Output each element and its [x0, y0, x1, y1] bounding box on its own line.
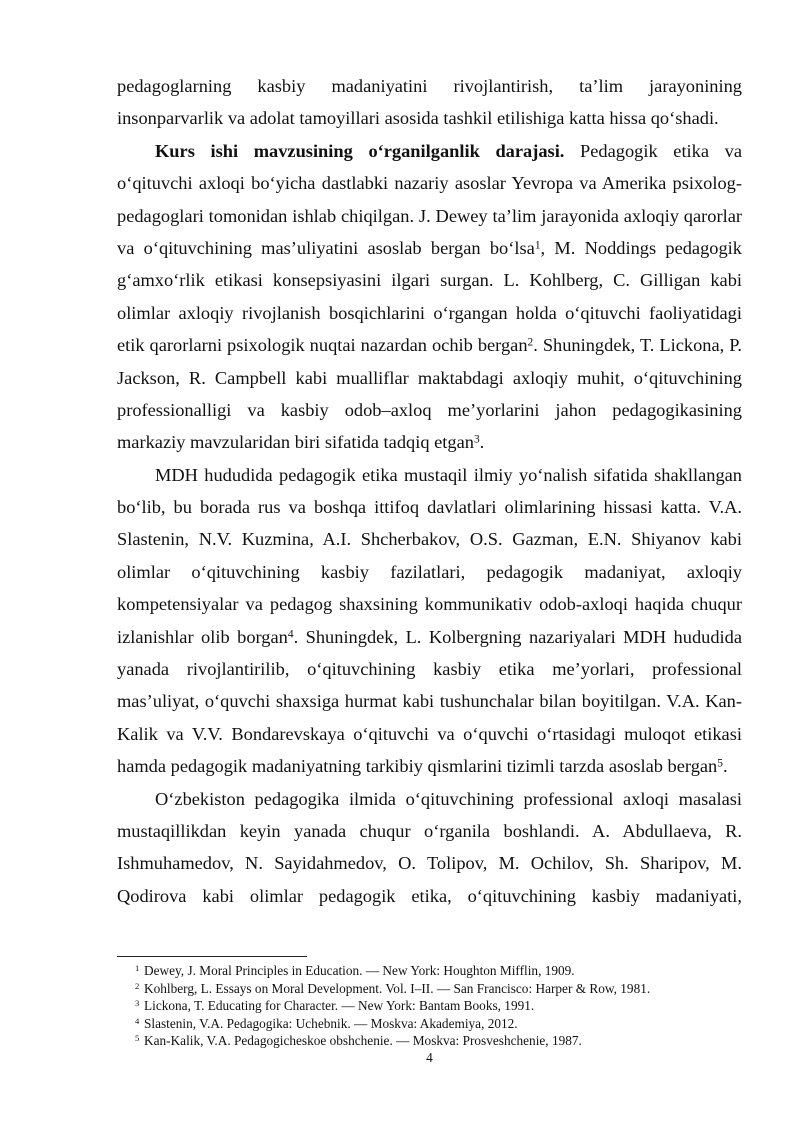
text-line: insonparvarlik va adolat tamoyillari asosida tashkil etilishiga katta hissa qo‘shadi.: [117, 108, 719, 129]
footnote-separator: [117, 956, 307, 957]
body-text: [117, 70, 742, 912]
text-segment: va o‘qituvchining mas’uliyatini asoslab bergan bo‘lsa: [117, 237, 535, 258]
footnote-ref: 5: [717, 757, 723, 770]
footnote-text: Slastenin, V.A. Pedagogika: Uchebnik. — Moskva: Akademiya, 2012.: [144, 1015, 518, 1031]
text-line: o‘qituvchi axloqi bo‘yicha dastlabki nazariy asoslar Yevropa va Amerika psixolog-: [117, 173, 742, 194]
paragraph: [117, 70, 742, 135]
text-line: Kalik va V.V. Bondarevskaya o‘qituvchi va o‘quvchi o‘rtasidagi muloqot etikasi: [117, 723, 742, 744]
text-line: O‘zbekiston pedagogika ilmida o‘qituvchining professional axloqi masalasi: [155, 788, 742, 809]
text-segment: markaziy mavzularidan biri sifatida tadqiq etgan: [117, 432, 474, 453]
text-line: yanada rivojlantirilib, o‘qituvchining kasbiy etika me’yorlari, professional: [117, 659, 742, 680]
text-line: olimlar axloqiy rivojlanish bosqichlarini o‘rgangan holda o‘qituvchi faoliyatidagi: [117, 302, 742, 323]
section-heading-inline: Kurs ishi mavzusining o‘rganilganlik darajasi.: [155, 140, 565, 161]
text-line: [117, 621, 742, 653]
text-line: olimlar o‘qituvchining kasbiy fazilatlari, pedagogik madaniyat, axloqiy: [117, 561, 742, 582]
text-line: mustaqillikdan keyin yanada chuqur o‘rganila boshlandi. A. Abdullaeva, R.: [117, 820, 742, 841]
text-line: g‘amxo‘rlik etikasi konsepsiyasini ilgari surgan. L. Kohlberg, C. Gilligan kabi: [117, 270, 742, 291]
text-segment: hamda pedagogik madaniyatning tarkibiy qismlarini tizimli tarzda asoslab bergan: [117, 756, 718, 777]
footnote: 3 Lickona, T. Educating for Character. — New York: Bantam Books, 1991.: [135, 998, 535, 1013]
text-line: kompetensiyalar va pedagog shaxsining kommunikativ odob-axloqi haqida chuqur: [117, 594, 742, 615]
footnote: 2 Kohlberg, L. Essays on Moral Development. Vol. I–II. — San Francisco: Harper & Row, 1981.: [135, 980, 651, 996]
text-line: Jackson, R. Campbell kabi mualliflar maktabdagi axloqiy muhit, o‘qituvchining: [117, 367, 742, 388]
text-line: [117, 750, 742, 782]
text-line: [117, 232, 742, 264]
footnote-text: Kan-Kalik, V.A. Pedagogicheskoe obshchenie. — Moskva: Prosveshchenie, 1987.: [144, 1033, 582, 1048]
text-line: [117, 329, 742, 361]
paragraph: [117, 135, 742, 459]
footnote-ref: 1: [534, 239, 541, 252]
footnote: 4 Slastenin, V.A. Pedagogika: Uchebnik. — Moskva: Akademiya, 2012.: [135, 1015, 518, 1031]
footnote-text: Kohlberg, L. Essays on Moral Development. Vol. I–II. — San Francisco: Harper & Row, 1981.: [144, 980, 651, 996]
footnote-text: Dewey, J. Moral Principles in Education. — New York: Houghton Mifflin, 1909.: [144, 963, 575, 978]
text-line: [117, 426, 742, 458]
text-line: MDH hududida pedagogik etika mustaqil ilmiy yo‘nalish sifatida shakllangan: [155, 464, 742, 485]
text-segment: . Shuningdek, T. Lickona, P.: [533, 335, 742, 356]
paragraph: [117, 459, 742, 783]
text-line: [117, 135, 742, 167]
text-line: Ishmuhamedov, N. Sayidahmedov, O. Tolipov, M. Ochilov, Sh. Sharipov, M.: [117, 853, 742, 874]
text-segment: , M. Noddings pedagogik: [540, 237, 742, 258]
footnote-ref: 2: [527, 336, 534, 349]
text-segment: .: [722, 756, 728, 777]
footnote-text: Lickona, T. Educating for Character. — New York: Bantam Books, 1991.: [144, 998, 535, 1013]
paragraph: [117, 783, 742, 913]
text-segment: izlanishlar olib borgan: [117, 626, 288, 647]
text-segment: Pedagogik etika va: [564, 140, 742, 161]
text-line: Slastenin, N.V. Kuzmina, A.I. Shcherbakov, O.S. Gazman, E.N. Shiyanov kabi: [117, 529, 742, 550]
text-line: professionalligi va kasbiy odob–axloq me’yorlarini jahon pedagogikasining: [117, 399, 742, 420]
text-line: Qodirova kabi olimlar pedagogik etika, o‘qituvchining kasbiy madaniyati,: [117, 885, 742, 906]
footnote-ref: 3: [473, 433, 480, 446]
text-line: mas’uliyat, o‘quvchi shaxsiga hurmat kabi tushunchalar bilan boyitilgan. V.A. Kan-: [117, 691, 742, 712]
page-number: 4: [426, 1050, 433, 1065]
text-segment: etik qarorlarni psixologik nuqtai nazardan ochib bergan: [117, 335, 528, 356]
footnote-ref: 4: [287, 627, 294, 640]
text-segment: .: [479, 432, 485, 453]
footnotes: [117, 962, 742, 1050]
text-segment: . Shuningdek, L. Kolbergning nazariyalari MDH hududida: [293, 626, 743, 647]
text-line: pedagoglari tomonidan ishlab chiqilgan. J. Dewey ta’lim jarayonida axloqiy qarorlar: [117, 205, 742, 226]
footnote: 1 Dewey, J. Moral Principles in Education. — New York: Houghton Mifflin, 1909.: [135, 963, 575, 978]
text-line: pedagoglarning kasbiy madaniyatini rivojlantirish, ta’lim jarayonining: [117, 76, 742, 96]
text-line: bo‘lib, bu borada rus va boshqa ittifoq davlatlari olimlarining hissasi katta. V.A.: [117, 497, 742, 518]
footnote: 5 Kan-Kalik, V.A. Pedagogicheskoe obshchenie. — Moskva: Prosveshchenie, 1987.: [135, 1033, 582, 1048]
